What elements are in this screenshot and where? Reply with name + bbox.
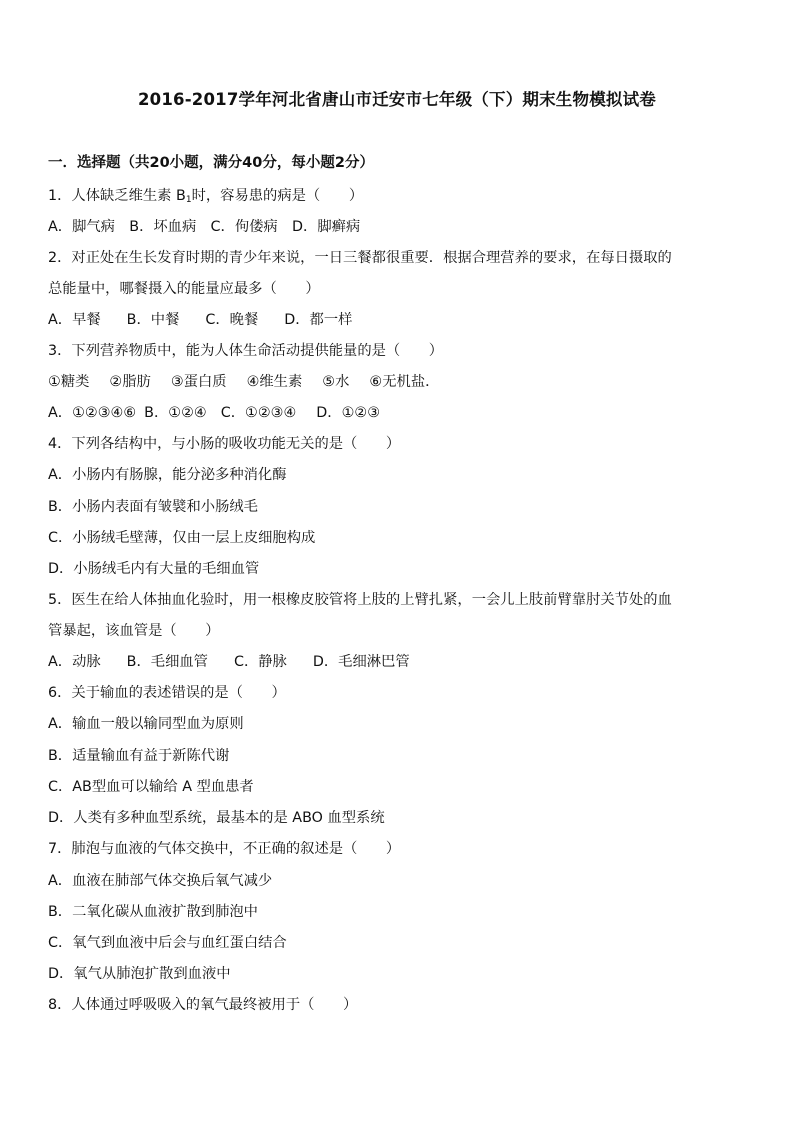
- q6-option-a: A．输血一般以输同型血为原则: [48, 716, 244, 732]
- section-heading: 一．选择题（共20小题，满分40分，每小题2分）: [48, 155, 374, 171]
- q3-option-d: D．①②③: [316, 405, 381, 421]
- question-8-stem: 8．人体通过呼吸吸入的氧气最终被用于（ ）: [48, 997, 358, 1013]
- q3-option-b: B．①②④: [144, 405, 207, 421]
- q3-item-1: ①糖类: [48, 374, 90, 390]
- question-1-options: A．脚气病 B．坏血病 C．佝偻病 D．脚癣病: [48, 219, 361, 235]
- q6-option-b: B．适量输血有益于新陈代谢: [48, 748, 230, 764]
- question-5-options: [48, 652, 436, 672]
- q5-option-a: A．动脉: [48, 654, 101, 670]
- q3-option-a: A．①②③④⑥: [48, 405, 137, 421]
- q2-option-d: D．都一样: [284, 312, 353, 328]
- question-2-stem-line1: 2．对正处在生长发育时期的青少年来说，一日三餐都很重要．根据合理营养的要求，在每日摄取的: [48, 250, 672, 266]
- q3-item-3: ③蛋白质: [170, 374, 227, 390]
- question-1-stem: [48, 186, 363, 210]
- q1-stem-tail: 时，容易患的病是（ ）: [191, 188, 364, 204]
- question-5-stem-line2: 管暴起，该血管是（ ）: [48, 623, 220, 639]
- question-7-stem: 7．肺泡与血液的气体交换中，不正确的叙述是（ ）: [48, 841, 401, 857]
- q6-option-c: C．AB型血可以输给 A 型血患者: [48, 779, 254, 795]
- q2-option-b: B．中餐: [126, 312, 180, 328]
- question-3-options: [48, 403, 380, 423]
- q6-option-d: D．人类有多种血型系统，最基本的是 ABO 血型系统: [48, 810, 385, 826]
- q3-item-5: ⑤水: [322, 374, 350, 390]
- q7-option-a: A．血液在肺部气体交换后氧气减少: [48, 873, 273, 889]
- q5-option-d: D．毛细淋巴管: [312, 654, 410, 670]
- question-4-stem: 4．下列各结构中，与小肠的吸收功能无关的是（ ）: [48, 436, 401, 452]
- question-2-stem-line2: 总能量中，哪餐摄入的能量应最多（ ）: [48, 281, 320, 297]
- q1-subscript: 1: [185, 195, 192, 205]
- question-5-stem-line1: 5．医生在给人体抽血化验时，用一根橡皮胶管将上肢的上臂扎紧，一会儿上肢前臂靠肘关节处的血: [48, 592, 672, 608]
- q2-option-a: A．早餐: [48, 312, 101, 328]
- q7-option-b: B．二氧化碳从血液扩散到肺泡中: [48, 904, 258, 920]
- question-3-stem: 3．下列营养物质中，能为人体生命活动提供能量的是（ ）: [48, 343, 444, 359]
- q5-option-b: B．毛细血管: [126, 654, 208, 670]
- q4-option-c: C．小肠绒毛壁薄，仅由一层上皮细胞构成: [48, 530, 316, 546]
- q1-stem-text: 1．人体缺乏维生素 B: [48, 188, 186, 204]
- question-2-options: [48, 310, 378, 330]
- q7-option-d: D．氧气从肺泡扩散到血液中: [48, 966, 231, 982]
- q4-option-a: A．小肠内有肠腺，能分泌多种消化酶: [48, 467, 287, 483]
- q4-option-b: B．小肠内表面有皱襞和小肠绒毛: [48, 499, 258, 515]
- q3-item-2: ②脂肪: [109, 374, 151, 390]
- question-6-stem: 6．关于输血的表述错误的是（ ）: [48, 685, 286, 701]
- question-3-items: [48, 372, 439, 392]
- q4-option-d: D．小肠绒毛内有大量的毛细血管: [48, 561, 260, 577]
- q7-option-c: C．氧气到血液中后会与血红蛋白结合: [48, 935, 287, 951]
- q3-item-6: ⑥无机盐．: [369, 374, 440, 390]
- q2-option-c: C．晚餐: [205, 312, 259, 328]
- q5-option-c: C．静脉: [233, 654, 287, 670]
- q3-item-4: ④维生素: [246, 374, 303, 390]
- q3-option-c: C．①②③④: [220, 405, 297, 421]
- page-title: 2016-2017学年河北省唐山市迁安市七年级（下）期末生物模拟试卷: [138, 90, 656, 109]
